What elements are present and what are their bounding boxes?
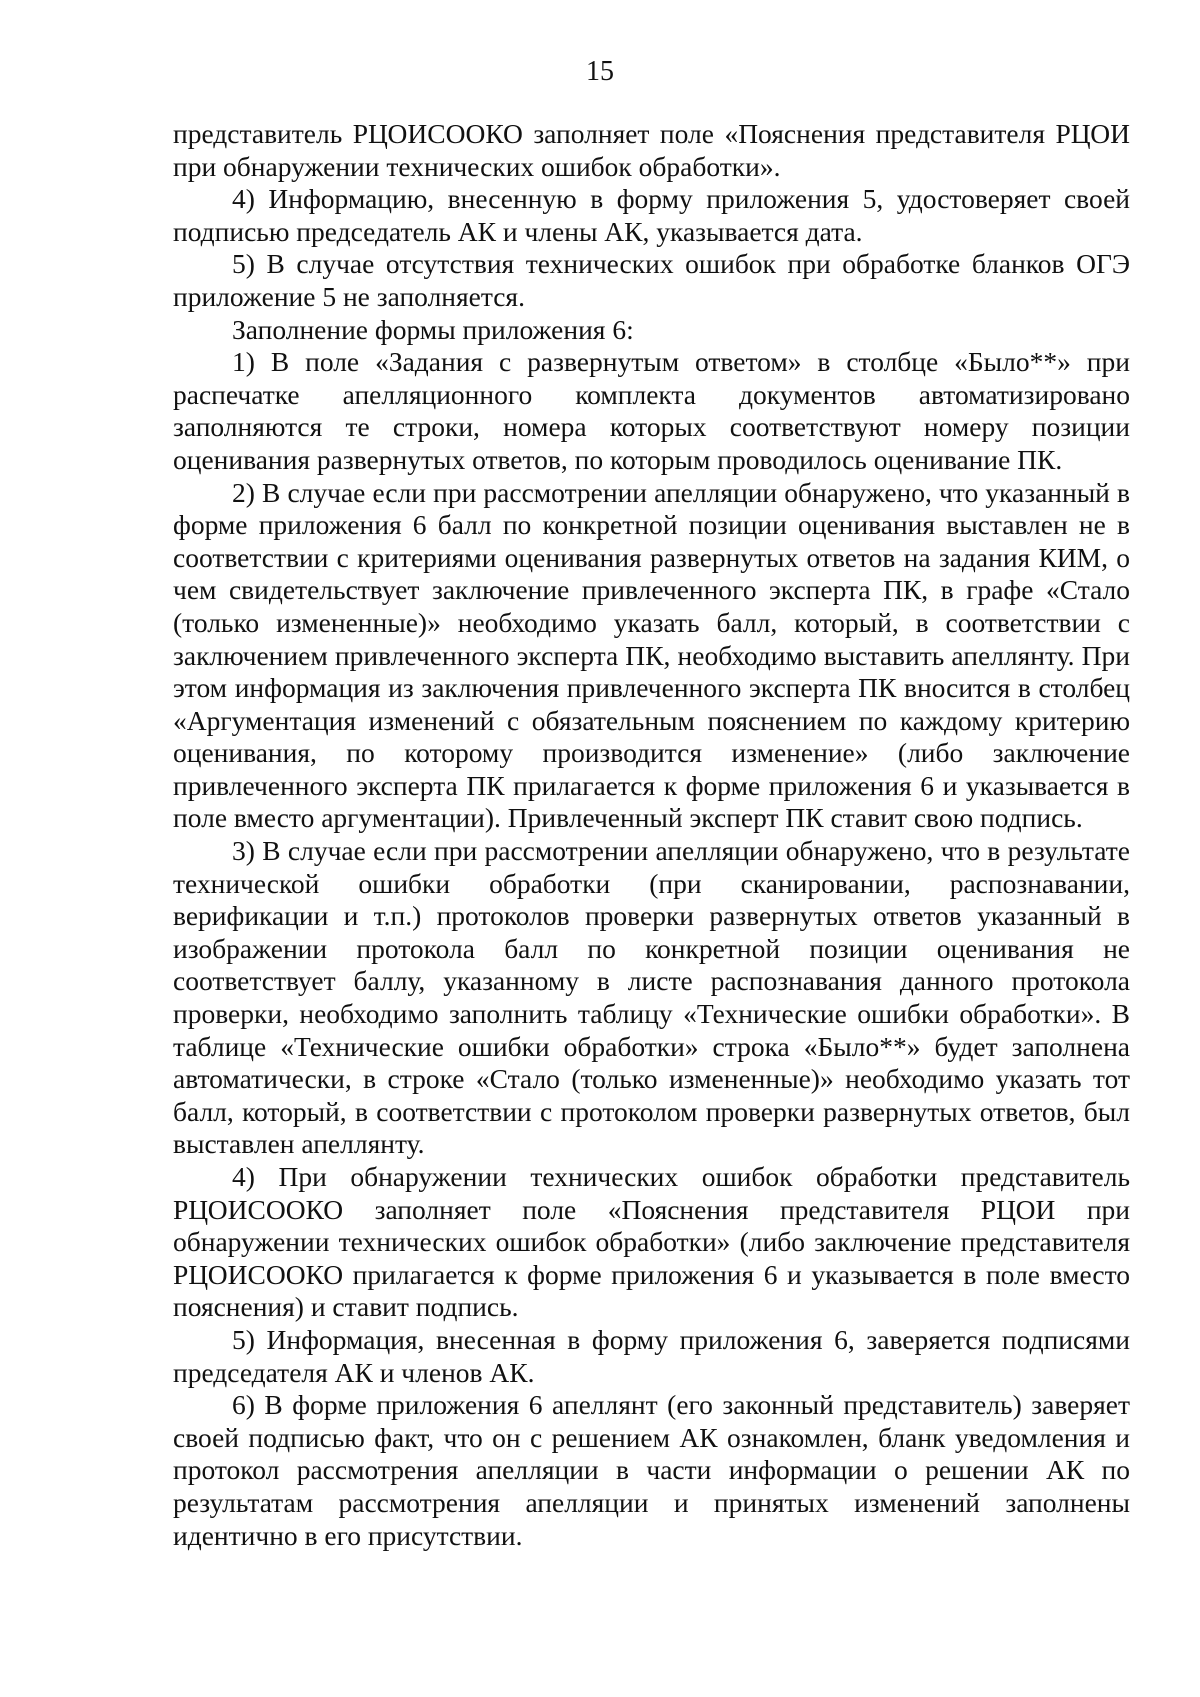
paragraph: 2) В случае если при рассмотрении апелляции обнаружено, что указанный в форме приложения 6 балл по конкретной позиции оценивания выставлен не в соответствии с критериями оценивания развернутых ответов на задания КИМ, о чем свидетельствует заключение привлеченного эксперта ПК, в графе «Стало (только измененные)» необходимо указать балл, который, в соответствии с заключением привлеченного эксперта ПК, необходимо выставить апеллянту. При этом информация из заключения привлеченного эксперта ПК вносится в столбец «Аргументация изменений с обязательным пояснением по каждому критерию оценивания, по которому производится изменение» (либо заключение привлеченного эксперта ПК прилагается к форме приложения 6 и указывается в поле вместо аргументации). Привлеченный эксперт ПК ставит свою подпись. <box>173 476 1130 834</box>
paragraph: 5) Информация, внесенная в форму приложения 6, заверяется подписями председателя АК и членов АК. <box>173 1323 1130 1388</box>
section-heading: Заполнение формы приложения 6: <box>232 313 634 345</box>
paragraph: 1) В поле «Задания с развернутым ответом» в столбце «Было**» при распечатке апелляционного комплекта документов автоматизировано заполняются те строки, номера которых соответствуют номеру позиции оценивания развернутых ответов, по которым проводилось оценивание ПК. <box>173 346 1130 475</box>
paragraph: 6) В форме приложения 6 апеллянт (его законный представитель) заверяет своей подписью факт, что он с решением АК ознакомлен, бланк уведомления и протокол рассмотрения апелляции в части информации о решении АК по результатам рассмотрения апелляции и принятых изменений заполнены идентично в его присутствии. <box>173 1389 1130 1551</box>
paragraph: представитель РЦОИСООКО заполняет поле «Пояснения представителя РЦОИ при обнаружении технических ошибок обработки». <box>173 118 1130 182</box>
paragraph: 4) Информацию, внесенную в форму приложения 5, удостоверяет своей подписью председатель АК и члены АК, указывается дата. <box>173 183 1130 247</box>
paragraph: 5) В случае отсутствия технических ошибок при обработке бланков ОГЭ приложение 5 не заполняется. <box>173 248 1130 312</box>
paragraph: 4) При обнаружении технических ошибок обработки представитель РЦОИСООКО заполняет поле «Пояснения представителя РЦОИ при обнаружении технических ошибок обработки» (либо заключение представителя РЦОИСООКО прилагается к форме приложения 6 и указывается в поле вместо пояснения) и ставит подпись. <box>173 1161 1130 1323</box>
document-body <box>173 118 1130 1552</box>
page-number: 15 <box>586 56 614 87</box>
paragraph: 3) В случае если при рассмотрении апелляции обнаружено, что в результате технической ошибки обработки (при сканировании, распознавании, верификации и т.п.) протоколов проверки развернутых ответов указанный в изображении протокола балл по конкретной позиции оценивания не соответствует баллу, указанному в листе распознавания данного протокола проверки, необходимо заполнить таблицу «Технические ошибки обработки». В таблице «Технические ошибки обработки» строка «Было**» будет заполнена автоматически, в строке «Стало (только измененные)» необходимо указать тот балл, который, в соответствии с протоколом проверки развернутых ответов, был выставлен апеллянту. <box>173 835 1130 1160</box>
